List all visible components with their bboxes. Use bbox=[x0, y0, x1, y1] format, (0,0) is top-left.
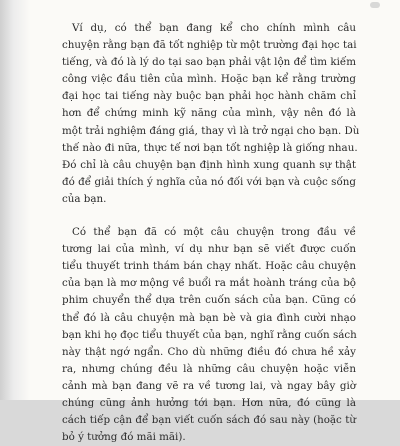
text-line: đó để giải thích ý nghĩa của nó đối với bạn và cuộc sống bbox=[62, 175, 356, 188]
text-line: ra, nhưng chúng đều là những câu chuyện hoặc viễn bbox=[62, 362, 356, 375]
text-line: phim chuyển thể dựa trên cuốn sách của bạn. Cũng có bbox=[62, 294, 356, 307]
text-line: thế nào đi nữa, thực tế nơi bạn tốt nghiệp là giống nhau. bbox=[62, 141, 358, 154]
text-line: công việc đầu tiên của mình. Hoặc bạn kể rằng trường bbox=[62, 73, 356, 86]
text-line: này thật ngớ ngẩn. Cho dù những điều đó chưa hề xảy bbox=[62, 345, 356, 358]
text-line: chúng cũng ảnh hưởng tới bạn. Hơn nữa, đó cũng là bbox=[62, 396, 356, 409]
text-line: cách tiếp cận để bạn viết cuốn sách đó sau này (hoặc từ bbox=[62, 414, 356, 427]
page-text bbox=[62, 20, 360, 446]
text-line: hơn để chứng minh kỹ năng của mình, vậy nên đó là bbox=[62, 107, 356, 120]
text-line: chuyện rằng bạn đã tốt nghiệp từ một trường đại học tai bbox=[62, 39, 357, 52]
paragraph-2 bbox=[62, 224, 356, 446]
text-line: tiểu thuyết trinh thám bán chạy nhất. Hoặc câu chuyện bbox=[62, 260, 356, 273]
text-line: Ví dụ, có thể bạn đang kể cho chính mình câu bbox=[72, 22, 356, 34]
text-line: của bạn. bbox=[62, 192, 107, 205]
corner-mark bbox=[370, 2, 380, 8]
paragraph-1 bbox=[62, 20, 360, 208]
text-line: tiếng, và đó là lý do tại sao bạn phải vật lộn để tìm kiếm bbox=[62, 56, 356, 69]
binding-shadow bbox=[0, 0, 30, 400]
text-line: tương lai của mình, ví dụ như bạn sẽ viết được cuốn bbox=[62, 243, 356, 256]
text-line: một trải nghiệm đáng giá, thay vì là trở ngại cho bạn. Dù bbox=[62, 124, 360, 137]
text-line: của bạn là mơ mộng về buổi ra mắt hoành tráng của bộ bbox=[62, 277, 356, 290]
text-line: Có thể bạn đã có một câu chuyện trong đầu về bbox=[72, 226, 356, 239]
text-line: Đó chỉ là câu chuyện bạn định hình xung quanh sự thật bbox=[62, 158, 356, 171]
text-line: bạn khi họ đọc tiểu thuyết của bạn, nghĩ rằng cuốn sách bbox=[62, 328, 357, 341]
text-line: thể đó là câu chuyện mà bạn bè và gia đình cười nhạo bbox=[62, 311, 356, 324]
text-line: đại học tai tiếng này buộc bạn phải học hành chăm chỉ bbox=[62, 90, 356, 103]
text-line: cảnh mà bạn đang vẽ ra về tương lai, và ngay bây giờ bbox=[62, 379, 356, 392]
text-line: bỏ ý tưởng đó mãi mãi). bbox=[62, 431, 186, 444]
